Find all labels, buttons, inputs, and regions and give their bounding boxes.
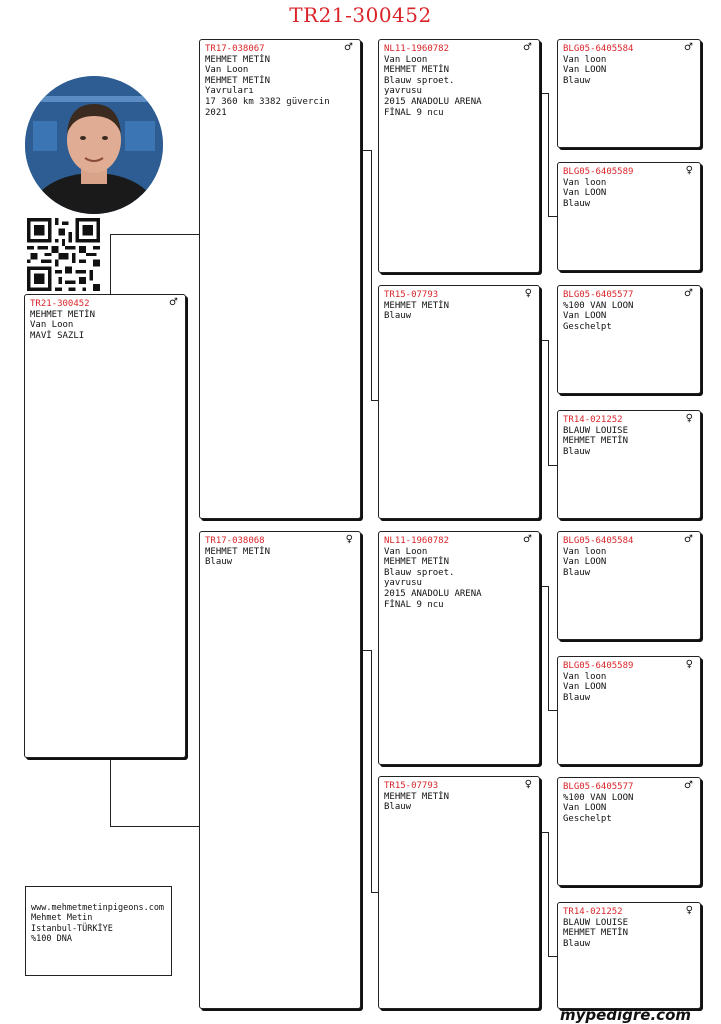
ring-number: BLG05-6405577: [563, 290, 634, 300]
pedigree-card-ggp-3: [557, 285, 701, 394]
male-symbol-icon: ♂: [684, 42, 693, 53]
card-text-line: Blauw: [563, 198, 591, 209]
card-text-line: %100 VAN LOON: [563, 300, 634, 311]
card-text-line: Van Loon: [30, 320, 74, 331]
female-symbol-icon: ♀: [524, 779, 532, 790]
card-text-line: BLAUW LOUISE: [563, 425, 629, 436]
card-text-line: Van LOON: [563, 65, 607, 76]
card-text-line: MEHMET METİN: [205, 54, 271, 65]
card-text-line: MEHMET METİN: [384, 791, 450, 802]
card-text-line: 17 360 km 3382 güvercin: [205, 96, 330, 107]
ring-number: TR17-038068: [205, 536, 265, 546]
pedigree-card-paternal-granddam: [378, 285, 540, 519]
male-symbol-icon: ♂: [169, 297, 178, 308]
male-symbol-icon: ♂: [684, 534, 693, 545]
ring-number: NL11-1960782: [384, 536, 450, 546]
card-text-line: Blauw: [384, 802, 412, 813]
card-text-line: Blauw: [384, 311, 412, 322]
pedigree-card-dam: [199, 531, 361, 1009]
card-text-line: 2021: [205, 107, 227, 118]
card-text-line: MEHMET METİN: [384, 300, 450, 311]
card-text-line: MEHMET METİN: [30, 309, 96, 320]
card-text-line: Van LOON: [563, 188, 607, 199]
female-symbol-icon: ♀: [685, 165, 693, 176]
card-text-line: Blauw: [563, 567, 591, 578]
pedigree-card-sire: [199, 39, 361, 519]
female-symbol-icon: ♀: [685, 659, 693, 670]
card-text-line: Blauw sproet.: [384, 75, 455, 86]
card-text-line: MEHMET METİN: [563, 928, 629, 939]
card-text-line: Geschelpt: [563, 321, 612, 332]
card-text-line: Van Loon: [384, 546, 428, 557]
pedigree-card-ggp-4: [557, 410, 701, 519]
female-symbol-icon: ♀: [524, 288, 532, 299]
female-symbol-icon: ♀: [345, 534, 353, 545]
card-text-line: Blauw: [563, 75, 591, 86]
qr-code-icon: [27, 218, 100, 291]
male-symbol-icon: ♂: [523, 534, 532, 545]
ring-number: NL11-1960782: [384, 44, 450, 54]
card-text-line: Van loon: [563, 177, 607, 188]
ring-number: TR15-07793: [384, 781, 439, 791]
ring-number: BLG05-6405584: [563, 44, 634, 54]
pedigree-card-maternal-grandsire: [378, 531, 540, 765]
card-text-line: BLAUW LOUISE: [563, 917, 629, 928]
owner-info-box: [25, 886, 172, 976]
pedigree-card-paternal-grandsire: [378, 39, 540, 273]
card-text-line: yavrusu: [384, 578, 422, 589]
owner-name: Mehmet Metin: [31, 913, 93, 924]
card-text-line: Blauw: [563, 938, 591, 949]
ring-number: BLG05-6405584: [563, 536, 634, 546]
card-text-line: FİNAL 9 ncu: [384, 599, 444, 610]
card-text-line: Van loon: [563, 546, 607, 557]
pedigree-title: TR21-300452: [289, 3, 432, 27]
ring-number: TR21-300452: [30, 299, 90, 309]
card-text-line: MEHMET METİN: [205, 546, 271, 557]
card-text-line: yavrusu: [384, 86, 422, 97]
card-text-line: MEHMET METİN: [205, 75, 271, 86]
ring-number: TR15-07793: [384, 290, 439, 300]
ring-number: BLG05-6405589: [563, 661, 634, 671]
male-symbol-icon: ♂: [523, 42, 532, 53]
pedigree-card-ggp-2: [557, 162, 701, 271]
ring-number: TR14-021252: [563, 907, 623, 917]
owner-website[interactable]: www.mehmetmetinpigeons.com: [31, 903, 165, 913]
card-text-line: Van LOON: [563, 557, 607, 568]
ring-number: TR17-038067: [205, 44, 265, 54]
card-text-line: Blauw: [205, 557, 233, 568]
card-text-line: MAVİ SAZLI: [30, 330, 85, 341]
card-text-line: Geschelpt: [563, 813, 612, 824]
pedigree-card-ggp-6: [557, 656, 701, 765]
ring-number: BLG05-6405589: [563, 167, 634, 177]
card-text-line: MEHMET METİN: [563, 436, 629, 447]
owner-dna: %100 DNA: [31, 933, 72, 944]
card-text-line: 2015 ANADOLU ARENA: [384, 588, 482, 599]
pedigree-card-subject: [24, 294, 186, 758]
ring-number: BLG05-6405577: [563, 782, 634, 792]
male-symbol-icon: ♂: [344, 42, 353, 53]
card-text-line: Van LOON: [563, 311, 607, 322]
owner-photo: [25, 76, 163, 214]
female-symbol-icon: ♀: [685, 413, 693, 424]
female-symbol-icon: ♀: [685, 905, 693, 916]
card-text-line: Van loon: [563, 671, 607, 682]
pedigree-card-ggp-5: [557, 531, 701, 640]
card-text-line: Blauw sproet.: [384, 567, 455, 578]
pedigree-card-ggp-8: [557, 902, 701, 1009]
card-text-line: Blauw: [563, 692, 591, 703]
card-text-line: Van Loon: [205, 65, 249, 76]
pedigree-card-ggp-1: [557, 39, 701, 148]
card-text-line: Van Loon: [384, 54, 428, 65]
pedigree-card-ggp-7: [557, 777, 701, 886]
male-symbol-icon: ♂: [684, 288, 693, 299]
male-symbol-icon: ♂: [684, 780, 693, 791]
owner-location: Istanbul-TÜRKİYE: [31, 923, 113, 934]
card-text-line: Blauw: [563, 446, 591, 457]
card-text-line: Van loon: [563, 54, 607, 65]
card-text-line: Yavruları: [205, 86, 254, 97]
pedigree-card-maternal-granddam: [378, 776, 540, 1009]
card-text-line: Van LOON: [563, 682, 607, 693]
brand-logo: mypedigre.com: [559, 1006, 691, 1024]
card-text-line: MEHMET METİN: [384, 557, 450, 568]
card-text-line: FİNAL 9 ncu: [384, 107, 444, 118]
ring-number: TR14-021252: [563, 415, 623, 425]
card-text-line: 2015 ANADOLU ARENA: [384, 96, 482, 107]
card-text-line: MEHMET METİN: [384, 65, 450, 76]
card-text-line: %100 VAN LOON: [563, 792, 634, 803]
card-text-line: Van LOON: [563, 803, 607, 814]
